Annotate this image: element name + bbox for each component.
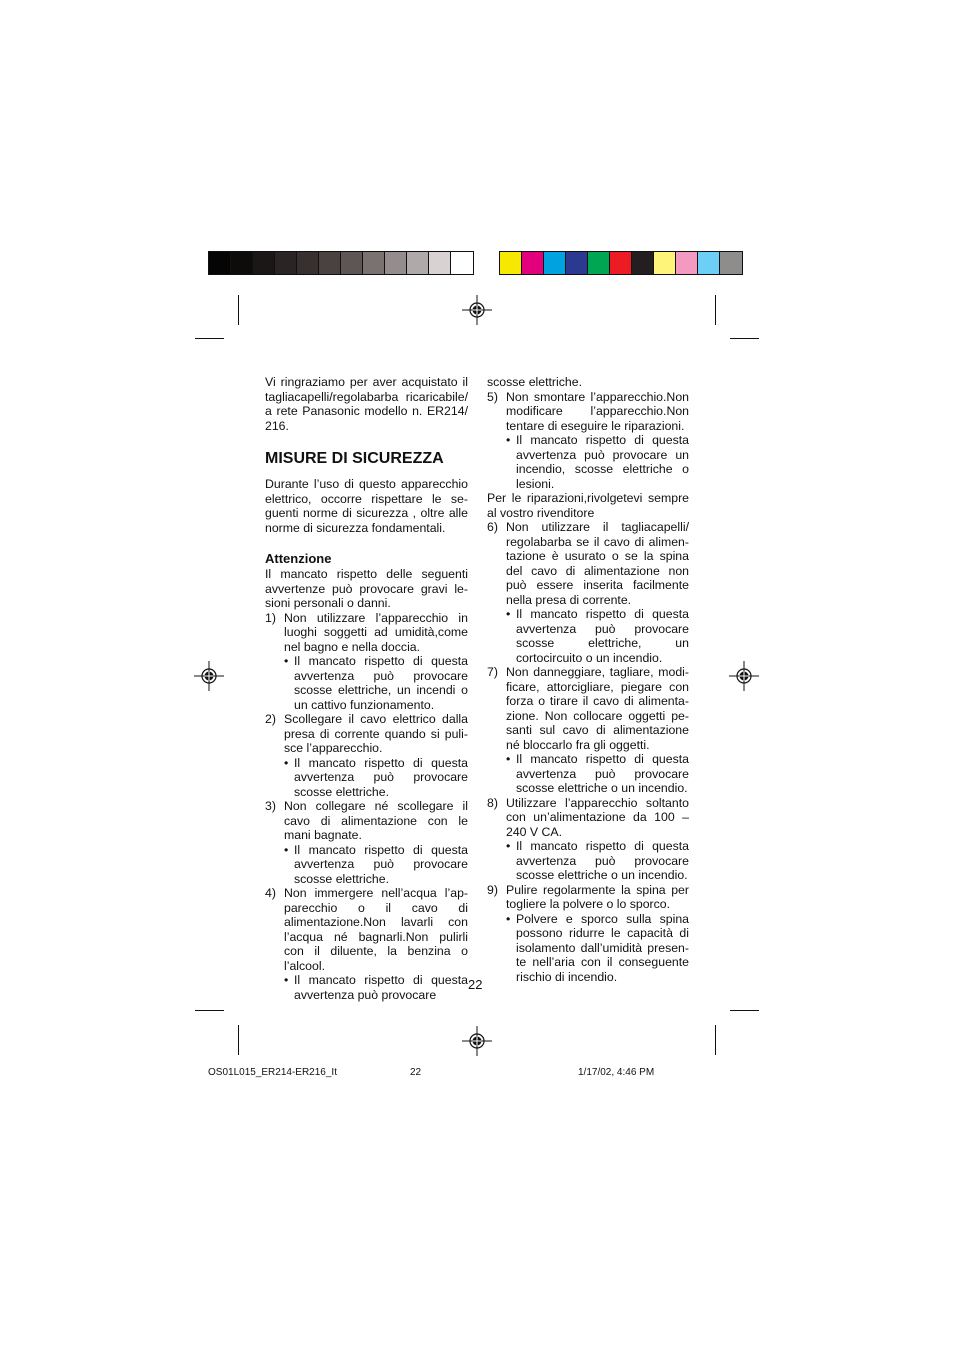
registration-mark-icon (194, 661, 224, 691)
footer-filename: OS01L015_ER214-ER216_It (208, 1067, 337, 1078)
list-bullet: • Il mancato rispetto di questa avvertenza può provocare scosse elettriche, un cortocircuito o un incendio. (506, 607, 689, 665)
list-item: 6) Non utilizzare il tagliacapelli/ regolabarba se il cavo di alimen-tazione è usurato o se la spina del cavo di alimentazione non può essere inserita facilmente nella presa di corrente. (487, 520, 689, 607)
list-item: 9) Pulire regolarmente la spina per togliere la polvere o lo sporco. (487, 882, 689, 911)
color-swatch (231, 252, 253, 274)
color-swatch (698, 252, 720, 274)
safety-intro: Durante l’uso di questo apparecchio elettrico, occorre rispettare le se-guenti norme di sicurezza , oltre alle norme di sicurezza fondamentali. (265, 477, 468, 535)
color-swatch (275, 252, 297, 274)
color-swatch (654, 252, 676, 274)
crop-mark (730, 338, 759, 339)
footer-page: 22 (410, 1067, 422, 1078)
color-swatch (407, 252, 429, 274)
continuation-text: scosse elettriche. (487, 375, 583, 389)
list-item: 7) Non danneggiare, tagliare, modi-ficare, attorcigliare, piegare con forza o tirare il cavo di alimenta-zione. Non collocare oggetti pe-santi sul cavo di alimentazione né bloccarlo fra gli oggetti. (487, 665, 689, 752)
color-swatch (297, 252, 319, 274)
registration-mark-icon (462, 295, 492, 325)
section-heading: MISURE DI SICUREZZA (265, 450, 444, 467)
footer-date: 1/17/02, 4:46 PM (578, 1067, 655, 1078)
list-bullet: • Il mancato rispetto di questa avvertenza può provocare scosse elettriche o un incendio. (506, 839, 689, 882)
list-item: 4) Non immergere nell’acqua l’ap-parecchio o il cavo di alimentazione.Non lavarli con l’acqua né bagnarli.Non pulirli con il diluente, la benzina o l’alcool. (265, 886, 468, 973)
list-bullet: • Polvere e sporco sulla spina possono ridurre le capacità di isolamento dall’umidità presen-te nell’aria con il conseguente rischio di incendio. (506, 911, 689, 984)
color-swatch (209, 252, 231, 274)
color-swatch (253, 252, 275, 274)
list-bullet: • Il mancato rispetto di questa avvertenza può provocare un incendio, scosse elettriche o lesioni. (506, 433, 689, 491)
attention-heading: Attenzione (265, 551, 332, 566)
list-item: 8) Utilizzare l’apparecchio soltanto con un’alimentazione da 100 – 240 V CA. (487, 795, 689, 839)
color-swatch (632, 252, 654, 274)
registration-mark-icon (729, 661, 759, 691)
color-swatch (720, 252, 742, 274)
color-swatch (588, 252, 610, 274)
list-item: 3) Non collegare né scollegare il cavo di alimentazione con le mani bagnate. (265, 799, 468, 842)
gray-color-bar (208, 251, 474, 275)
list-bullet: • Il mancato rispetto di questa avvertenza può provocare scosse elettriche o un incendio. (506, 752, 689, 795)
list-bullet: • Il mancato rispetto di questa avvertenza può provocare scosse elettriche. (284, 842, 468, 886)
crop-mark (715, 295, 716, 325)
list-bullet: • Il mancato rispetto di questa avvertenza può provocare (284, 973, 468, 1002)
list-item: 1) Non utilizzare l’apparecchio in luoghi soggetti ad umidità,come nel bagno e nella doccia. (265, 610, 468, 654)
color-swatch (500, 252, 522, 274)
left-column (265, 375, 468, 1002)
attention-intro: Il mancato rispetto delle seguenti avvertenze può provocare gravi le-sioni personali o danni. (265, 567, 468, 610)
color-swatch (319, 252, 341, 274)
right-column (487, 375, 689, 984)
color-swatch (451, 252, 473, 274)
color-swatch (385, 252, 407, 274)
color-swatch (544, 252, 566, 274)
list-note: Per le riparazioni,rivolgetevi sempre al vostro rivenditore (487, 491, 689, 520)
crop-mark (195, 1010, 224, 1011)
color-swatch (341, 252, 363, 274)
crop-mark (238, 1025, 239, 1055)
color-swatch (676, 252, 698, 274)
page-number: 22 (468, 977, 483, 992)
color-swatch (522, 252, 544, 274)
list-item: 5) Non smontare l’apparecchio.Non modificare l’apparecchio.Non tentare di eseguire le riparazioni. (487, 389, 689, 433)
crop-mark (730, 1010, 759, 1011)
color-swatch (429, 252, 451, 274)
crop-mark (195, 338, 224, 339)
color-swatch (566, 252, 588, 274)
crop-mark (238, 295, 239, 325)
list-item: 2) Scollegare il cavo elettrico dalla presa di corrente quando si puli-sce l’apparecchio. (265, 712, 468, 755)
color-swatch (610, 252, 632, 274)
color-swatch (363, 252, 385, 274)
list-bullet: • Il mancato rispetto di questa avvertenza può provocare scosse elettriche. (284, 755, 468, 799)
crop-mark (715, 1025, 716, 1055)
process-color-bar (499, 251, 743, 275)
intro-paragraph: Vi ringraziamo per aver acquistato il tagliacapelli/regolabarba ricaricabile/ a rete Panasonic modello n. ER214/ 216. (265, 375, 468, 433)
list-bullet: • Il mancato rispetto di questa avvertenza può provocare scosse elettriche, un incendi o un cattivo funzionamento. (284, 654, 468, 712)
registration-mark-icon (462, 1026, 492, 1056)
